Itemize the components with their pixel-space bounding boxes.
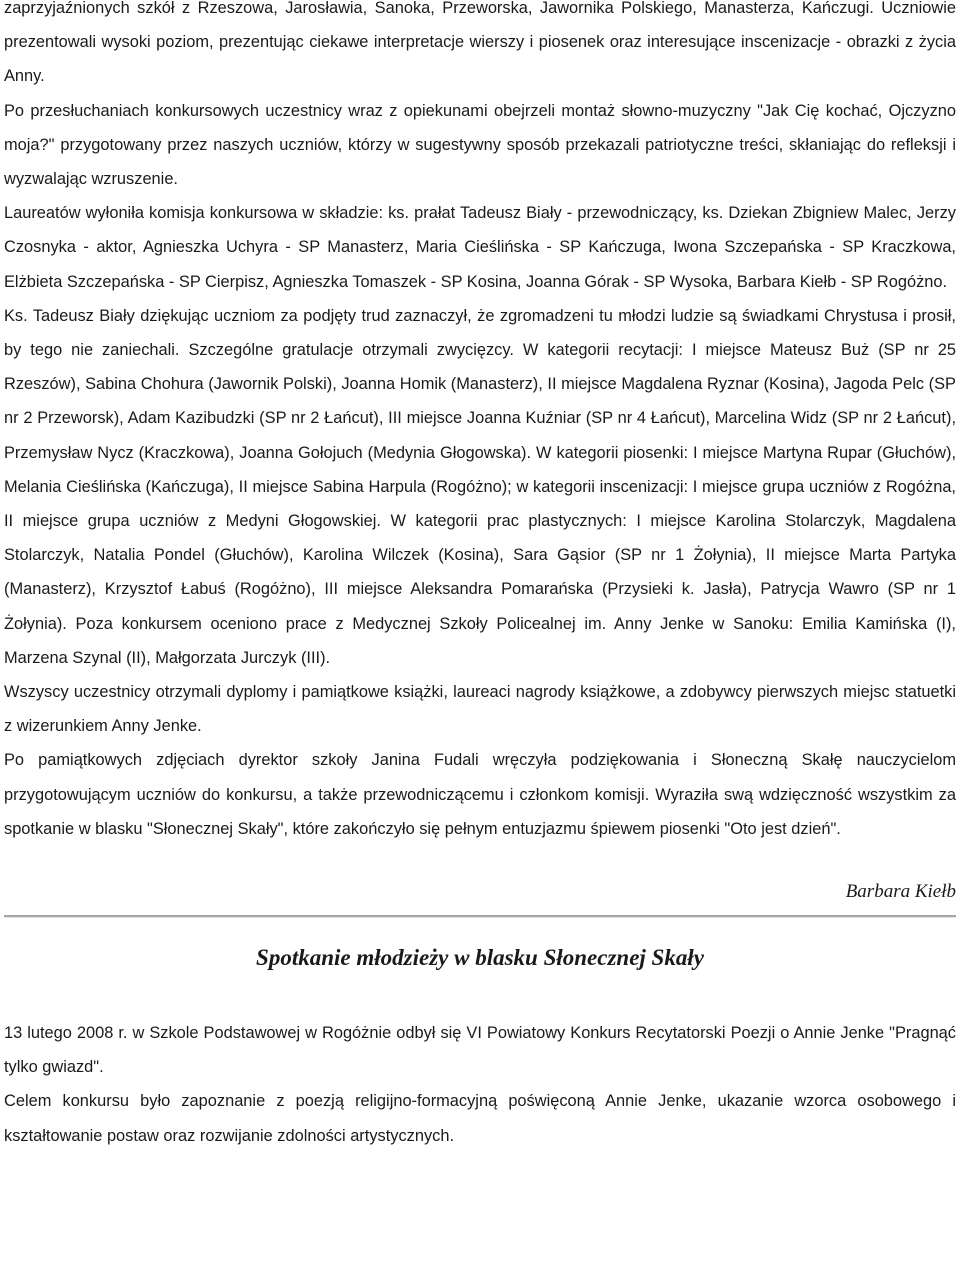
- paragraph-awards: Wszyscy uczestnicy otrzymali dyplomy i pamiątkowe książki, laureaci nagrody książkowe, a zdobywcy pierwszych miejsc statuetki z wizerunkiem Anny Jenke.: [4, 683, 956, 736]
- article-title: Spotkanie młodzieży w blasku Słonecznej Skały: [256, 945, 704, 971]
- paragraph-winners: Ks. Tadeusz Biały dziękując uczniom za podjęty trud zaznaczył, że zgromadzeni tu młodzi ludzie są świadkami Chrystusa i prosił, by tego nie zaniechali. Szczególne gratulacje otrzymali zwycięzcy. W kategorii recytacji: I miejsce Mateusz Buż (SP nr 25 Rzeszów), Sabina Chohura (Jawornik Polski), Joanna Homik (Manasterz), II miejsce Magdalena Ryznar (Kosina), Jagoda Pelc (SP nr 2 Przeworsk), Adam Kazibudzki (SP nr 2 Łańcut), III miejsce Joanna Kuźniar (SP nr 4 Łańcut), Marcelina Widz (SP nr 2 Łańcut), Przemysław Nycz (Kraczkowa), Joanna Gołojuch (Medynia Głogowska). W kategorii piosenki: I miejsce Martyna Rupar (Głuchów), Melania Cieślińska (Kańczuga), II miejsce Sabina Harpula (Rogóżno); w kategorii inscenizacji: I miejsce grupa uczniów z Rogóżna, II miejsce grupa uczniów z Medyni Głogowskiej. W kategorii prac plastycznych: I miejsce Karolina Stolarczyk, Magdalena Stolarczyk, Natalia Pondel (Głuchów), Karolina Wilczek (Kosina), Sara Gąsior (SP nr 1 Żołynia), II miejsce Marta Partyka (Manasterz), Krzysztof Łabuś (Rogóżno), III miejsce Aleksandra Pomarańska (Przysieki k. Jasła), Patrycja Wawro (SP nr 1 Żołynia). Poza konkursem oceniono prace z Medycznej Szkoły Policealnej im. Anny Jenke w Sanoku: Emilia Kamińska (I), Marzena Szynal (II), Małgorzata Jurczyk (III).: [4, 306, 956, 667]
- paragraph-second-article-date: 13 lutego 2008 r. w Szkole Podstawowej w Rogóżnie odbył się VI Powiatowy Konkurs Recytatorski Poezji o Annie Jenke "Pragnąć tylko gwiazd".: [4, 1024, 956, 1077]
- paragraph-second-article-goal: Celem konkursu było zapoznanie z poezją religijno-formacyjną poświęconą Annie Jenke, ukazanie wzorca osobowego i kształtowanie postaw oraz rozwijanie zdolności artystycznych.: [4, 1092, 956, 1145]
- document-page: [4, 0, 956, 1153]
- paragraph-closing: Po pamiątkowych zdjęciach dyrektor szkoły Janina Fudali wręczyła podziękowania i Słoneczną Skałę nauczycielom przygotowującym uczniów do konkursu, a także przewodniczącemu i członkom komisji. Wyraziła swą wdzięczność wszystkim za spotkanie w blasku "Słonecznej Skały", które zakończyło się pełnym entuzjazmu śpiewem piosenki "Oto jest dzień".: [4, 751, 956, 838]
- author-signature: Barbara Kiełb: [845, 881, 956, 903]
- section-divider: [4, 915, 956, 918]
- paragraph-montage: Po przesłuchaniach konkursowych uczestnicy wraz z opiekunami obejrzeli montaż słowno-muzyczny "Jak Cię kochać, Ojczyzno moja?" przygotowany przez naszych uczniów, którzy w sugestywny sposób przekazali patriotyczne treści, skłaniając do refleksji i wyzwalając wzruszenie.: [4, 101, 956, 189]
- paragraph-jury: Laureatów wyłoniła komisja konkursowa w składzie: ks. prałat Tadeusz Biały - przewodniczący, ks. Dziekan Zbigniew Malec, Jerzy Czosnyka - aktor, Agnieszka Uchyra - SP Manasterz, Maria Cieślińska - SP Kańczuga, Iwona Szczepańska - SP Kraczkowa, Elżbieta Szczepańska - SP Cierpisz, Agnieszka Tomaszek - SP Kosina, Joanna Górak - SP Wysoka, Barbara Kiełb - SP Rogóżno.: [4, 204, 956, 291]
- paragraph-intro-continued: zaprzyjaźnionych szkół z Rzeszowa, Jarosławia, Sanoka, Przeworska, Jawornika Polskiego, Manasterza, Kańczugi. Uczniowie prezentowali wysoki poziom, prezentując ciekawe interpretacje wierszy i piosenek oraz interesujące inscenizacje - obrazki z życia Anny.: [4, 0, 956, 86]
